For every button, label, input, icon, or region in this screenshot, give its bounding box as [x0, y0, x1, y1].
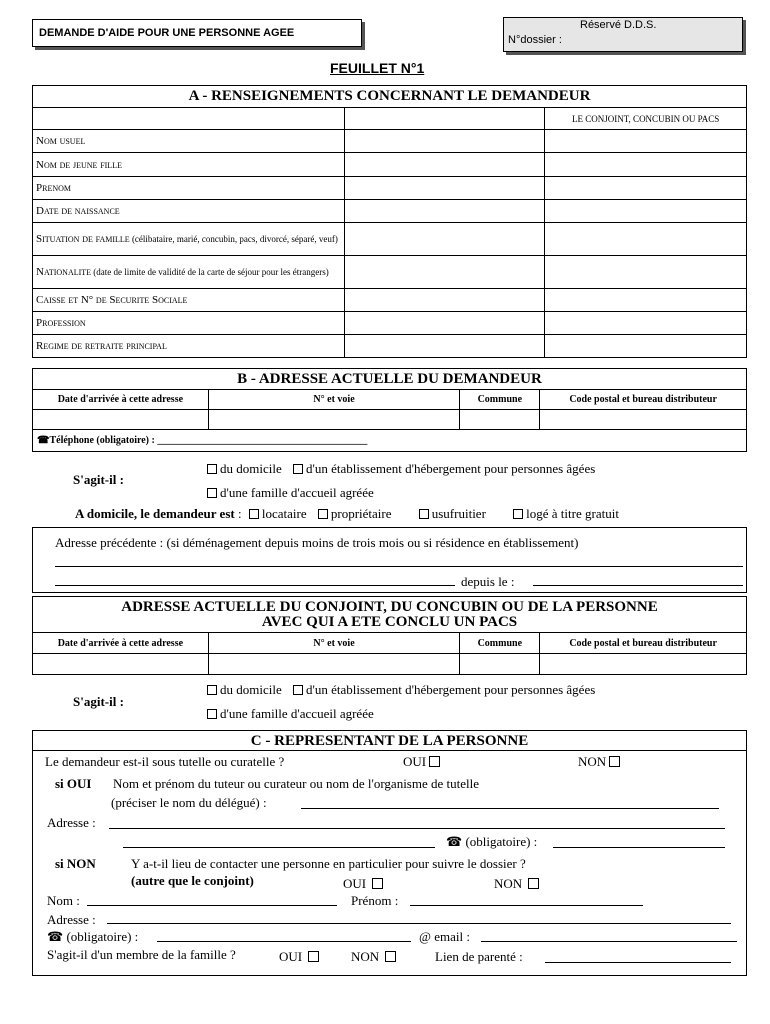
field-securite-sociale[interactable]: [344, 289, 545, 312]
field-nom-usuel-spouse[interactable]: [545, 130, 747, 153]
spouse-field-voie[interactable]: [208, 654, 460, 675]
checkbox-usufruitier[interactable]: usufruitier: [419, 506, 486, 521]
famille-oui[interactable]: OUI: [279, 949, 319, 965]
contact-nom-label: Nom :: [47, 893, 80, 908]
phone-icon: ☎: [37, 435, 50, 446]
row-regime-retraite: Regime de retraite principal: [33, 335, 345, 358]
row-nom-usuel: Nom usuel: [33, 130, 345, 153]
section-a-title: A - RENSEIGNEMENTS CONCERNANT LE DEMANDEUR: [33, 86, 747, 108]
phone-icon: ☎: [446, 834, 463, 849]
col-spouse-header: LE CONJOINT, CONCUBIN OU PACS: [545, 108, 747, 130]
si-non-label: si NON: [55, 856, 96, 871]
field-nom-usuel[interactable]: [344, 130, 545, 153]
sagit-label-spouse: S'agit-il :: [73, 694, 124, 709]
checkbox-famille-spouse[interactable]: d'une famille d'accueil agréée: [207, 706, 374, 722]
housing-options-b: [207, 461, 595, 477]
checkbox-domicile-b[interactable]: du domicile: [207, 461, 282, 476]
row-securite-sociale: Caisse et N° de Securite Sociale: [33, 289, 345, 312]
depuis-line[interactable]: [533, 585, 743, 586]
field-nationalite[interactable]: [344, 256, 545, 289]
form-title: DEMANDE D'AIDE POUR UNE PERSONNE AGEE: [39, 27, 295, 39]
tutelle-non[interactable]: NON: [578, 754, 620, 770]
row-profession: Profession: [33, 312, 345, 335]
famille-question: S'agit-il d'un membre de la famille ?: [47, 947, 236, 962]
dossier-label: N°dossier :: [508, 34, 562, 46]
row-date-naissance: Date de naissance: [33, 200, 345, 223]
q-tutelle: Le demandeur est-il sous tutelle ou curatelle ?: [45, 754, 285, 769]
checkbox-famille-b[interactable]: d'une famille d'accueil agréée: [207, 485, 374, 501]
col-voie: N° et voie: [208, 390, 460, 410]
spouse-field-commune[interactable]: [460, 654, 540, 675]
spouse-field-date[interactable]: [33, 654, 209, 675]
si-non-text: Y a-t-il lieu de contacter une personne en particulier pour suivre le dossier ?: [131, 856, 526, 871]
previous-address-box: [32, 527, 747, 593]
contact-nom-line[interactable]: [87, 905, 337, 906]
housing-options-spouse: [207, 682, 595, 698]
field-voie[interactable]: [208, 410, 460, 430]
field-nom-jeune-fille-spouse[interactable]: [545, 153, 747, 177]
tuteur-adresse-line1[interactable]: [109, 828, 725, 829]
field-commune[interactable]: [460, 410, 540, 430]
field-prenom[interactable]: [344, 177, 545, 200]
contact-adresse-line[interactable]: [107, 923, 731, 924]
field-date-naissance-spouse[interactable]: [545, 200, 747, 223]
lien-line[interactable]: [545, 962, 731, 963]
checkbox-etab-spouse[interactable]: d'un établissement d'hébergement pour personnes âgées: [293, 682, 595, 697]
section-b-title: B - ADRESSE ACTUELLE DU DEMANDEUR: [33, 369, 747, 390]
row-prenom: Prenom: [33, 177, 345, 200]
section-c-box: [32, 730, 747, 976]
tuteur-phone-line[interactable]: [553, 847, 725, 848]
lien-label: Lien de parenté :: [435, 949, 523, 964]
section-b-table: [32, 368, 747, 452]
contact-non[interactable]: NON: [494, 876, 539, 892]
checkbox-etab-b[interactable]: d'un établissement d'hébergement pour personnes âgées: [293, 461, 595, 476]
tuteur-name-line[interactable]: [301, 808, 719, 809]
section-c-title: C - REPRESENTANT DE LA PERSONNE: [33, 731, 746, 751]
reserved-box: [503, 17, 743, 52]
field-prenom-spouse[interactable]: [545, 177, 747, 200]
field-profession-spouse[interactable]: [545, 312, 747, 335]
section-a-table: [32, 85, 747, 358]
tuteur-adresse-line2[interactable]: [123, 847, 435, 848]
phone-icon: ☎: [47, 929, 64, 944]
spouse-col-code-postal: Code postal et bureau distributeur: [540, 633, 747, 654]
tuteur-phone: ☎ (obligatoire) :: [446, 834, 538, 849]
form-title-box: [32, 19, 362, 47]
reserved-label: Réservé D.D.S.: [580, 19, 657, 31]
contact-oui[interactable]: OUI: [343, 876, 383, 892]
autre-label: (autre que le conjoint): [131, 873, 254, 888]
contact-prenom-line[interactable]: [410, 905, 643, 906]
tutelle-oui[interactable]: OUI: [403, 754, 440, 770]
field-regime-retraite-spouse[interactable]: [545, 335, 747, 358]
previous-address-label: Adresse précédente : (si déménagement depuis moins de trois mois ou si résidence en établissement): [55, 535, 579, 550]
domicile-status-row: A domicile, le demandeur est : locataire propriétaire usufruitier logé à titre gratuit: [75, 506, 619, 521]
checkbox-proprietaire[interactable]: propriétaire: [318, 506, 392, 521]
spouse-col-commune: Commune: [460, 633, 540, 654]
sagit-label-b: S'agit-il :: [73, 472, 124, 487]
field-regime-retraite[interactable]: [344, 335, 545, 358]
contact-adresse-label: Adresse :: [47, 912, 96, 927]
field-date-arrivee[interactable]: [33, 410, 209, 430]
row-nationalite: Nationalite (date de limite de validité de la carte de séjour pour les étrangers): [33, 256, 345, 289]
field-nationalite-spouse[interactable]: [545, 256, 747, 289]
sheet-title: FEUILLET N°1: [330, 60, 425, 76]
si-oui-text1: Nom et prénom du tuteur ou curateur ou nom de l'organisme de tutelle: [113, 776, 480, 791]
contact-phone-line[interactable]: [157, 941, 411, 942]
famille-non[interactable]: NON: [351, 949, 396, 965]
field-securite-sociale-spouse[interactable]: [545, 289, 747, 312]
spouse-address-table: [32, 596, 747, 675]
field-situation-famille-spouse[interactable]: [545, 223, 747, 256]
field-date-naissance[interactable]: [344, 200, 545, 223]
row-situation-famille: Situation de famille (célibataire, marié, concubin, pacs, divorcé, séparé, veuf): [33, 223, 345, 256]
phone-row[interactable]: ☎Téléphone (obligatoire) : __________________________________________: [33, 430, 747, 452]
field-profession[interactable]: [344, 312, 545, 335]
col-code-postal: Code postal et bureau distributeur: [540, 390, 747, 410]
spouse-title: ADRESSE ACTUELLE DU CONJOINT, DU CONCUBIN OU DE LA PERSONNE AVEC QUI A ETE CONCLU UN PACS: [33, 597, 747, 633]
contact-email-label: @ email :: [419, 929, 470, 944]
checkbox-locataire[interactable]: locataire: [249, 506, 307, 521]
col-commune: Commune: [460, 390, 540, 410]
checkbox-domicile-spouse[interactable]: du domicile: [207, 682, 282, 697]
si-oui-text2: (préciser le nom du délégué) :: [111, 795, 267, 810]
spouse-field-code-postal[interactable]: [540, 654, 747, 675]
contact-prenom-label: Prénom :: [351, 893, 399, 908]
contact-email-line[interactable]: [481, 941, 737, 942]
si-oui-label: si OUI: [55, 776, 92, 791]
previous-address-line2[interactable]: [55, 585, 455, 586]
previous-address-line1[interactable]: [55, 566, 743, 567]
depuis-label: depuis le :: [461, 574, 515, 589]
tuteur-adresse-label: Adresse :: [47, 815, 96, 830]
contact-phone: ☎ (obligatoire) :: [47, 929, 139, 944]
col-date-arrivee: Date d'arrivée à cette adresse: [33, 390, 209, 410]
field-nom-jeune-fille[interactable]: [344, 153, 545, 177]
field-situation-famille[interactable]: [344, 223, 545, 256]
spouse-col-date: Date d'arrivée à cette adresse: [33, 633, 209, 654]
field-code-postal[interactable]: [540, 410, 747, 430]
checkbox-gratuit[interactable]: logé à titre gratuit: [513, 506, 619, 521]
row-nom-jeune-fille: Nom de jeune fille: [33, 153, 345, 177]
spouse-col-voie: N° et voie: [208, 633, 460, 654]
